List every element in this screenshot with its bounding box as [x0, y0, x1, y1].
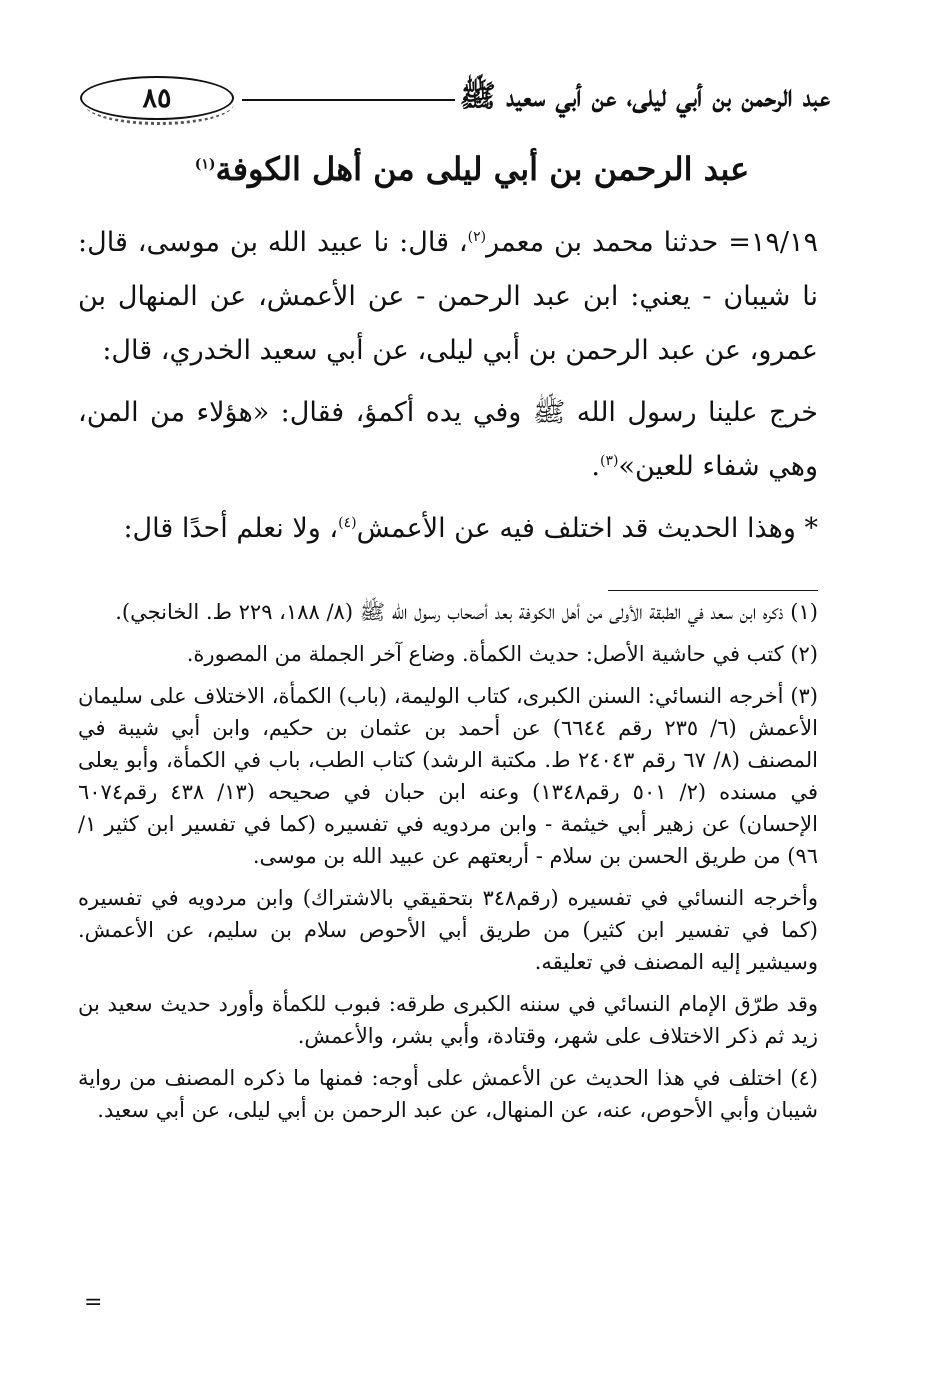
hadith-matn-paragraph — [78, 386, 818, 494]
footnote-3: (٣) أخرجه النسائي: السنن الكبرى، كتاب الوليمة، (باب) الكمأة، الاختلاف على سليمان الأعمش (٦/ ٢٣٥ رقم ٦٦٤٤) عن أحمد بن عثمان بن حكيم، وابن أبي شيبة في المصنف (٨/ ٦٧ رقم ٢٤٠٤٣ ط. مكتبة الرشد) كتاب الطب، باب في الكمأة، وأبو يعلى في مسنده (٢/ ٥٠١ رقم١٣٤٨) وعنه ابن حبان في صحيحه (١٣/ ٤٣٨ رقم٦٠٧٤ الإحسان) عن زهير أبي خيثمة - وابن مردويه في تفسيره (كما في تفسير ابن كثير ١/ ٩٦) من طريق الحسن بن سلام - أربعتهم عن عبيد الله بن موسى. — [78, 684, 818, 868]
footnote-3-continued: وأخرجه النسائي في تفسيره (رقم٣٤٨ بتحقيقي بالاشتراك) وابن مردويه في تفسيره (كما في تفسير ابن كثير) من طريق أبي الأحوص سلام بن سليم، عن الأعمش. وسيشير إليه المصنف في تعليقه. — [78, 886, 818, 974]
page-number: ٨٥ — [80, 76, 234, 120]
footnote-separator — [608, 590, 818, 591]
footnote-ref-2: (٢) — [467, 229, 487, 245]
footnote-2: (٢) كتب في حاشية الأصل: حديث الكمأة. وضاع آخر الجملة من المصورة. — [186, 642, 818, 666]
footnote-continuation-mark: = — [84, 1290, 103, 1315]
isnad-rest: ، قال: نا عبيد الله بن موسى، قال: نا شيبان - يعني: ابن عبد الرحمن - عن الأعمش، عن المنهال بن عمرو، عن عبد الرحمن بن أبي ليلى، عن أبي سعيد الخدري، قال: — [78, 227, 818, 366]
running-title: عبد الرحمن بن أبي ليلى، عن أبي سعيد ﷺ — [459, 79, 830, 114]
footnote-ref-1: (١) — [194, 156, 216, 173]
matn-end: . — [591, 451, 600, 482]
footnote-1: (١) ذكره ابن سعد في الطبقة الأولى من أهل الكوفة بعد أصحاب رسول الله ﷺ (٨/ ١٨٨، ٢٢٩ ط. الخانجي). — [115, 600, 818, 624]
isnad-start: ١٩/١٩= حدثنا محمد بن معمر — [486, 227, 818, 258]
commentary-paragraph — [78, 502, 818, 556]
footnote-3-continued-2: وقد طرّق الإمام النسائي في سننه الكبرى طرقه: فبوب للكمأة وأورد حديث سعيد بن زيد ثم ذكر الاختلاف على شهر، وقتادة، وأبي بشر، والأعمش. — [78, 992, 818, 1048]
footnote-ref-4: (٤) — [338, 515, 357, 531]
header-rule — [242, 99, 455, 101]
section-title — [0, 150, 944, 188]
hadith-isnad-paragraph — [78, 216, 818, 378]
commentary-start: * وهذا الحديث قد اختلف فيه عن الأعمش — [356, 513, 818, 544]
page-header — [70, 72, 830, 124]
footnote-ref-3: (٣) — [599, 453, 619, 469]
footnote-4: (٤) اختلف في هذا الحديث عن الأعمش على أوجه: فمنها ما ذكره المصنف من رواية شيبان وأبي الأحوص، عنه، عن المنهال، عن عبد الرحمن بن أبي ليلى، عن أبي سعيد. — [78, 1066, 818, 1122]
section-title-text: عبد الرحمن بن أبي ليلى من أهل الكوفة — [215, 150, 750, 188]
main-text — [78, 216, 818, 556]
footnotes — [78, 596, 818, 1136]
matn-text: خرج علينا رسول الله ﷺ وفي يده أكمؤ، فقال: «هؤلاء من المن، وهي شفاء للعين» — [78, 397, 818, 482]
commentary-end: ، ولا نعلم أحدًا قال: — [123, 513, 339, 544]
